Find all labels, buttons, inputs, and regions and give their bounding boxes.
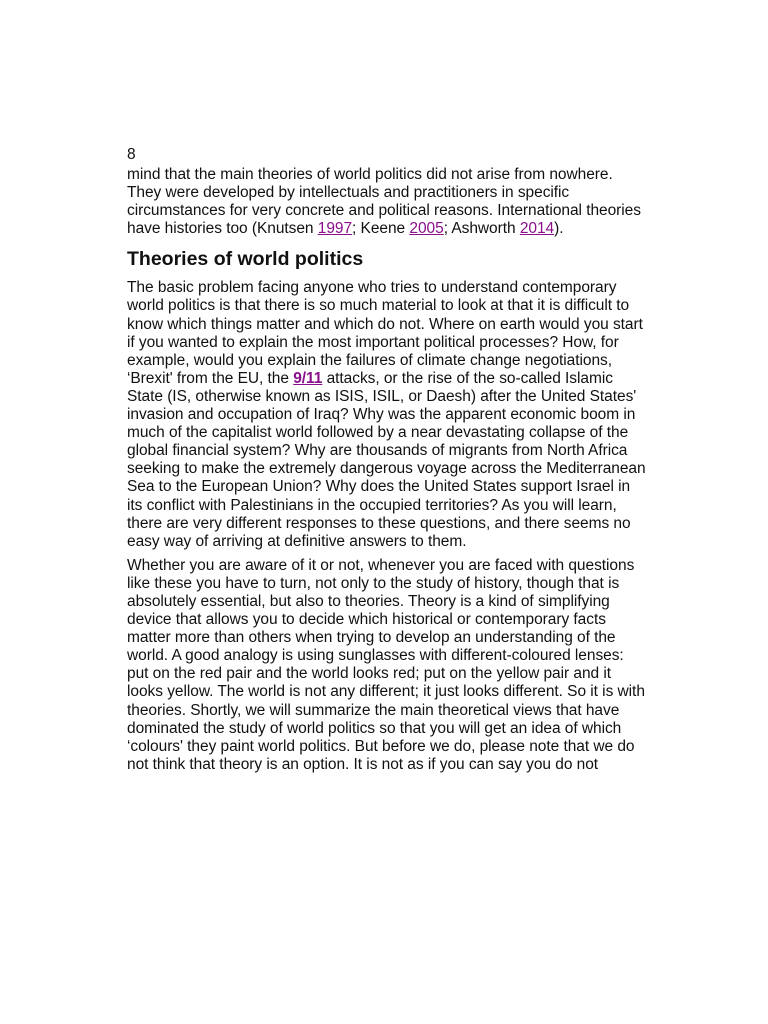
citation-link-knutsen[interactable]: 1997 [317,220,353,238]
intro-text-2: ; Keene [352,220,410,238]
body-paragraph-2: Whether you are aware of it or not, whenever you are faced with questions like these you have to turn, not only to the study of history, though that is absolutely essential, but also to theories. Theory is a kind of simplifying device that allows you to decide which historical or contemporary facts matter more than others when trying to develop an understanding of the world. A good analogy is using sunglasses with different-coloured lenses: put on the red pair and the world looks red; put on the yellow pair and it looks yellow. The world is not any different; it just looks different. So it is with theories. Shortly, we will summarize the main theoretical views that have dominated the study of world politics so that you will get an idea of which ‘colours' they paint world politics. But before we do, please note that we do not think that theory is an option. It is not as if you can say you do not [127,556,645,773]
citation-link-ashworth[interactable]: 2014 [519,220,555,238]
paragraph-1-text-2: attacks, or the rise of the so-called Islamic State (IS, otherwise known as ISIS, ISIL, or Daesh) after the United States' invasion and occupation of Iraq? Why was the apparent economic boom in much of the capitalist world followed by a near devastating collapse of the global financial system? Why are thousands of migrants from North Africa seeking to make the extremely dangerous voyage across the Mediterranean Sea to the European Union? Why does the United States support Israel in its conflict with Palestinians in the occupied territories? As you will learn, there are very different responses to these questions, and there seems no easy way of arriving at definitive answers to them. [127,369,646,550]
intro-paragraph [127,166,647,238]
citation-link-keene[interactable]: 2005 [409,220,444,238]
section-heading: Theories of world politics [127,248,364,271]
glossary-link-9-11[interactable]: 9/11 [293,369,323,387]
paragraph-1-text-1: The basic problem facing anyone who tries to understand contemporary world politics is that there is so much material to look at that it is difficult to know which things matter and which do not. Where on earth would you start if you wanted to explain the most important political processes? How, for example, would you explain the failures of climate change negotiations, ‘Brexit' from the EU, the [127,279,643,387]
body-paragraph-1 [127,279,647,550]
document-page [127,146,647,774]
intro-text-3: ; Ashworth [443,220,520,238]
intro-text-1: mind that the main theories of world politics did not arise from nowhere. They were developed by intellectuals and practitioners in specific circumstances for very concrete and political reasons. International theories have histories too (Knutsen [127,166,641,238]
intro-text-4: ). [554,220,564,238]
page-number: 8 [127,146,136,163]
